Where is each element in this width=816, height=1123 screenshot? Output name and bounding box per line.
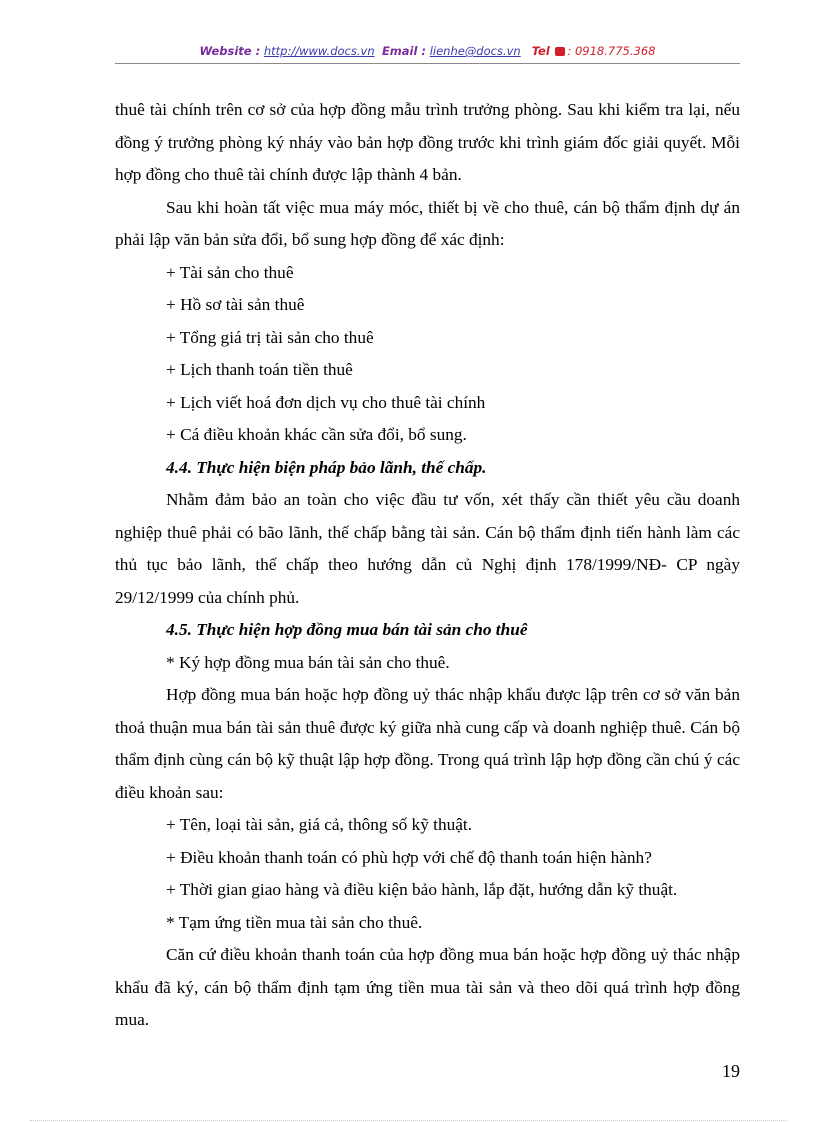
- tel-label: Tel: [531, 44, 550, 58]
- website-link[interactable]: http://www.docs.vn: [263, 44, 375, 58]
- list-item: + Lịch thanh toán tiền thuê: [166, 360, 353, 379]
- section-heading-4-5: 4.5. Thực hiện hợp đồng mua bán tài sản cho thuê: [166, 620, 528, 639]
- document-body: [115, 94, 740, 1037]
- email-label: Email :: [381, 44, 427, 58]
- phone-number: : 0918.775.368: [567, 44, 656, 58]
- list-item: + Tài sản cho thuê: [166, 262, 294, 282]
- paragraph-2: Sau khi hoàn tất việc mua máy móc, thiết bị về cho thuê, cán bộ thẩm định dự án phải lập văn bản sửa đổi, bổ sung hợp đồng để xác định:: [115, 197, 740, 249]
- paragraph-4: Hợp đồng mua bán hoặc hợp đồng uỷ thác nhập khẩu được lập trên cơ sở văn bản thoả thuận mua bán tài sản thuê được ký giữa nhà cung cấp và doanh nghiệp thuê. Cán bộ thẩm định cùng cán bộ kỹ thuật lập hợp đồng. Trong quá trình lập hợp đồng cần chú ý các điều khoản sau:: [115, 685, 740, 802]
- page-header: [115, 44, 740, 58]
- star-item: * Ký hợp đồng mua bán tài sản cho thuê.: [166, 652, 450, 672]
- list-item: + Lịch viết hoá đơn dịch vụ cho thuê tài chính: [166, 392, 486, 412]
- paragraph-5: Căn cứ điều khoản thanh toán của hợp đồng mua bán hoặc hợp đồng uỷ thác nhập khẩu đã ký, cán bộ thẩm định tạm ứng tiền mua tài sản và theo dõi quá trình hợp đồng mua.: [115, 945, 740, 1029]
- list-item: + Thời gian giao hàng và điều kiện bảo hành, lắp đặt, hướng dẫn kỹ thuật.: [166, 880, 678, 899]
- paragraph-3: Nhằm đảm bảo an toàn cho việc đầu tư vốn, xét thấy cần thiết yêu cầu doanh nghiệp thuê phải có bão lãnh, thế chấp bằng tài sản. Cán bộ thẩm định tiến hành làm các thủ tục bảo lãnh, thế chấp theo hướng dẫn củ Nghị định 178/1999/NĐ- CP ngày 29/12/1999 của chính phủ.: [115, 490, 740, 607]
- telephone-icon: [555, 47, 565, 56]
- list-item: + Tên, loại tài sản, giá cả, thông số kỹ thuật.: [166, 815, 473, 834]
- section-heading-4-4: 4.4. Thực hiện biện pháp bảo lãnh, thế chấp.: [166, 457, 487, 477]
- paragraph-1: thuê tài chính trên cơ sở của hợp đồng mẫu trình trưởng phòng. Sau khi kiểm tra lại, nếu đồng ý trưởng phòng ký nháy vào bản hợp đồng trước khi trình giám đốc giải quyết. Mỗi hợp đồng cho thuê tài chính được lập thành 4 bản.: [115, 100, 740, 184]
- star-item: * Tạm ứng tiền mua tài sản cho thuê.: [166, 912, 423, 932]
- list-item: + Tổng giá trị tài sản cho thuê: [166, 327, 374, 347]
- list-item: + Hồ sơ tài sản thuê: [166, 295, 305, 314]
- page-number: 19: [722, 1061, 740, 1081]
- website-label: Website :: [199, 44, 261, 58]
- list-item: + Điều khoản thanh toán có phù hợp với chế độ thanh toán hiện hành?: [166, 847, 652, 867]
- list-item: + Cá điều khoản khác cần sửa đổi, bổ sung.: [166, 425, 467, 444]
- footer-divider: [30, 1120, 786, 1121]
- email-link[interactable]: lienhe@docs.vn: [429, 44, 521, 58]
- header-divider: [115, 63, 740, 64]
